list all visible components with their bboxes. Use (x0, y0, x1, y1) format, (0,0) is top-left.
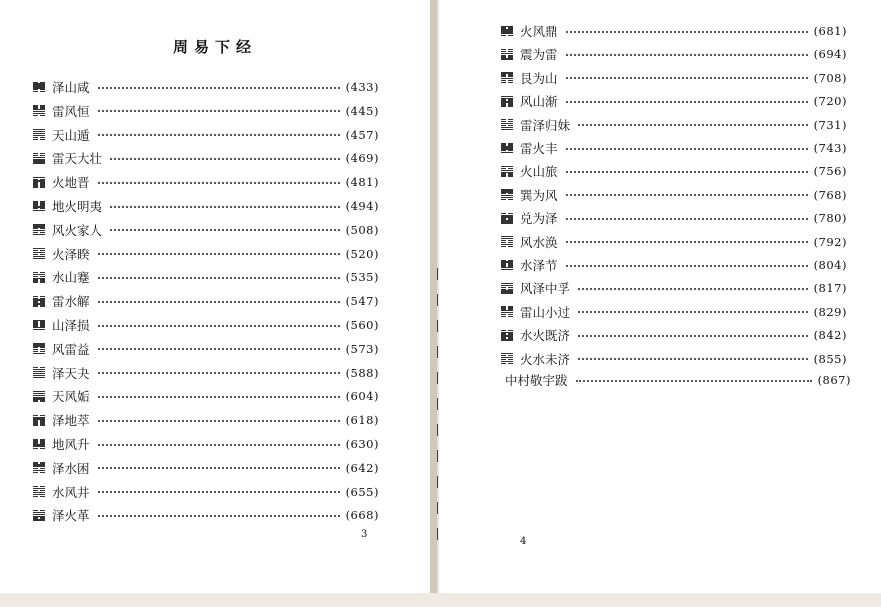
leader-dots (566, 76, 808, 79)
gutter-tick (437, 528, 438, 540)
toc-entry-page: (756) (813, 164, 847, 179)
toc-entry[interactable] (33, 196, 379, 216)
toc-entry-name: 风山渐 (520, 94, 558, 110)
hexagram-icon (501, 306, 513, 317)
toc-entry-page: (681) (813, 24, 847, 38)
toc-entry-name: 雷泽归妹 (520, 117, 571, 133)
leader-dots (98, 466, 340, 469)
toc-entry[interactable] (33, 172, 379, 192)
toc-entry-page: (743) (813, 141, 847, 155)
toc-entry-afterword[interactable] (505, 370, 851, 390)
toc-entry-page: (604) (345, 389, 379, 404)
scan-bottom-edge (0, 593, 881, 607)
toc-list-left (33, 77, 381, 523)
toc-entry[interactable] (501, 68, 847, 88)
toc-entry[interactable] (501, 185, 847, 205)
toc-entry-page: (780) (813, 211, 847, 226)
hexagram-icon (501, 330, 513, 341)
leader-dots (98, 419, 340, 422)
leader-dots (98, 276, 340, 279)
hexagram-icon (33, 439, 45, 450)
toc-entry[interactable] (33, 148, 379, 168)
hexagram-icon (501, 72, 513, 83)
hexagram-icon (33, 486, 45, 497)
toc-entry-page: (768) (813, 187, 847, 202)
toc-entry-page: (469) (345, 151, 379, 166)
toc-entry[interactable] (33, 244, 379, 264)
hexagram-icon (501, 189, 513, 200)
hexagram-icon (33, 296, 45, 307)
toc-entry-name: 火山旅 (520, 164, 558, 180)
toc-entry-page: (508) (345, 222, 379, 237)
toc-entry-page: (560) (345, 318, 379, 332)
toc-entry-name: 水山蹇 (52, 270, 90, 286)
page-title: 周易下经 (172, 38, 257, 56)
toc-entry[interactable] (33, 505, 379, 525)
hexagram-icon (33, 224, 45, 235)
hexagram-icon (33, 105, 45, 116)
toc-entry-name: 水风井 (52, 484, 90, 500)
toc-entry[interactable] (501, 255, 847, 275)
toc-entry-page: (481) (345, 175, 379, 190)
hexagram-icon (33, 82, 45, 93)
left-page (0, 0, 430, 593)
leader-dots (566, 147, 808, 150)
toc-entry-page: (829) (813, 304, 847, 319)
toc-entry[interactable] (501, 115, 847, 135)
folio-right: 4 (520, 536, 527, 547)
toc-entry-name: 中村敬宇跋 (505, 373, 568, 388)
toc-entry-page: (535) (345, 270, 379, 285)
toc-entry-name: 泽水困 (52, 460, 90, 476)
leader-dots (578, 334, 808, 337)
hexagram-icon (33, 367, 45, 378)
toc-entry[interactable] (33, 363, 379, 383)
toc-entry[interactable] (33, 315, 379, 335)
toc-entry-page: (720) (813, 94, 847, 109)
leader-dots (566, 170, 808, 173)
toc-entry[interactable] (33, 220, 379, 240)
leader-dots (98, 324, 340, 327)
gutter-tick (437, 398, 438, 410)
hexagram-icon (33, 462, 45, 473)
toc-entry-name: 泽山咸 (52, 80, 90, 95)
toc-entry-page: (433) (345, 80, 379, 94)
toc-entry-name: 水泽节 (520, 258, 558, 273)
toc-entry[interactable] (501, 349, 847, 369)
toc-entry[interactable] (501, 21, 847, 41)
hexagram-icon (33, 415, 45, 426)
toc-entry-name: 泽地萃 (52, 413, 90, 429)
leader-dots (98, 300, 340, 303)
leader-dots (566, 217, 808, 220)
hexagram-icon (501, 260, 513, 271)
toc-entry-name: 泽天夬 (52, 365, 90, 381)
toc-entry[interactable] (33, 386, 379, 406)
toc-entry[interactable] (33, 291, 379, 311)
hexagram-icon (33, 248, 45, 259)
toc-entry[interactable] (501, 138, 847, 158)
toc-entry-name: 风火家人 (52, 222, 103, 238)
hexagram-icon (33, 201, 45, 212)
toc-list-right (501, 21, 849, 381)
leader-dots (566, 193, 808, 196)
leader-dots (98, 181, 340, 184)
gutter-tick (437, 502, 438, 514)
toc-entry-name: 风水涣 (520, 234, 558, 250)
folio-left: 3 (361, 529, 368, 540)
hexagram-icon (501, 143, 513, 154)
hexagram-icon (33, 343, 45, 354)
leader-dots (98, 347, 340, 350)
toc-entry-name: 雷天大壮 (52, 151, 103, 167)
hexagram-icon (501, 96, 513, 107)
hexagram-icon (33, 510, 45, 521)
leader-dots (98, 490, 340, 493)
gutter-tick (437, 424, 438, 436)
toc-entry-name: 震为雷 (520, 47, 558, 63)
toc-entry-page: (842) (813, 328, 847, 343)
toc-entry[interactable] (33, 267, 379, 287)
toc-entry[interactable] (501, 325, 847, 345)
toc-entry-name: 火地晋 (52, 175, 90, 191)
leader-dots (578, 357, 808, 360)
toc-entry[interactable] (33, 77, 379, 97)
gutter-tick (437, 476, 438, 488)
toc-entry-page: (867) (817, 373, 851, 387)
leader-dots (110, 228, 340, 231)
toc-entry-page: (445) (345, 103, 379, 118)
toc-entry[interactable] (501, 91, 847, 111)
toc-entry-name: 天风姤 (52, 389, 90, 405)
toc-entry-page: (855) (813, 351, 847, 366)
toc-entry-name: 泽火革 (52, 508, 90, 524)
hexagram-icon (33, 272, 45, 283)
leader-dots (98, 371, 340, 374)
toc-entry-name: 水火既济 (520, 328, 571, 344)
gutter-tick (437, 268, 438, 280)
gutter-tick (437, 372, 438, 384)
toc-entry[interactable] (501, 44, 847, 64)
toc-entry-page: (817) (813, 281, 847, 296)
hexagram-icon (501, 353, 513, 364)
leader-dots (566, 53, 808, 56)
toc-entry-name: 火泽睽 (52, 246, 90, 262)
leader-dots (98, 514, 340, 517)
gutter-tick (437, 320, 438, 332)
toc-entry-page: (642) (345, 460, 379, 475)
gutter-tick (437, 294, 438, 306)
toc-entry[interactable] (501, 208, 847, 228)
leader-dots (98, 252, 340, 255)
toc-entry-name: 地风升 (52, 437, 90, 452)
hexagram-icon (501, 283, 513, 294)
toc-entry[interactable] (33, 125, 379, 145)
toc-entry[interactable] (33, 458, 379, 478)
toc-entry-page: (618) (345, 413, 379, 428)
toc-entry-page: (630) (345, 437, 379, 451)
hexagram-icon (501, 213, 513, 224)
leader-dots (98, 86, 340, 89)
toc-entry-page: (494) (345, 199, 379, 213)
toc-entry-name: 艮为山 (520, 70, 558, 86)
toc-entry-name: 雷山小过 (520, 304, 571, 320)
toc-entry-name: 雷风恒 (52, 103, 90, 119)
toc-entry[interactable] (33, 482, 379, 502)
toc-entry-page: (792) (813, 234, 847, 249)
leader-dots (566, 100, 808, 103)
toc-entry-page: (520) (345, 246, 379, 261)
toc-entry-name: 火水未济 (520, 351, 571, 367)
leader-dots (578, 310, 808, 313)
leader-dots (98, 443, 340, 446)
hexagram-icon (501, 119, 513, 130)
toc-entry-page: (588) (345, 365, 379, 380)
toc-entry[interactable] (33, 434, 379, 454)
hexagram-icon (501, 166, 513, 177)
toc-entry-page: (547) (345, 294, 379, 309)
toc-entry-name: 兑为泽 (520, 211, 558, 227)
leader-dots (98, 133, 340, 136)
toc-entry-page: (573) (345, 341, 379, 356)
hexagram-icon (33, 129, 45, 140)
hexagram-icon (33, 391, 45, 402)
leader-dots (98, 395, 340, 398)
right-page (439, 0, 881, 593)
leader-dots (578, 287, 808, 290)
hexagram-icon (33, 153, 45, 164)
leader-dots (576, 379, 812, 382)
hexagram-icon (501, 236, 513, 247)
toc-entry-name: 风泽中孚 (520, 281, 571, 297)
leader-dots (98, 109, 340, 112)
toc-entry-page: (731) (813, 117, 847, 132)
toc-entry-page: (668) (345, 508, 379, 523)
toc-entry[interactable] (501, 302, 847, 322)
toc-entry-page: (655) (345, 484, 379, 499)
toc-entry[interactable] (33, 101, 379, 121)
toc-entry[interactable] (501, 161, 847, 181)
leader-dots (566, 30, 808, 33)
toc-entry-page: (457) (345, 127, 379, 142)
hexagram-icon (501, 26, 513, 37)
leader-dots (566, 264, 808, 267)
toc-entry-page: (708) (813, 70, 847, 85)
hexagram-icon (501, 49, 513, 60)
toc-entry-name: 巽为风 (520, 187, 558, 203)
toc-entry-name: 地火明夷 (52, 199, 103, 214)
toc-entry-name: 雷火丰 (520, 141, 558, 156)
toc-entry[interactable] (33, 410, 379, 430)
toc-entry[interactable] (501, 278, 847, 298)
hexagram-icon (33, 320, 45, 331)
leader-dots (110, 157, 340, 160)
toc-entry-name: 风雷益 (52, 341, 90, 357)
toc-entry-page: (694) (813, 47, 847, 62)
gutter-tick (437, 450, 438, 462)
toc-entry-name: 天山遁 (52, 127, 90, 143)
gutter-tick (437, 346, 438, 358)
toc-entry-name: 火风鼎 (520, 24, 558, 39)
toc-entry[interactable] (33, 339, 379, 359)
leader-dots (110, 205, 340, 208)
book-gutter (430, 0, 437, 607)
toc-entry-name: 雷水解 (52, 294, 90, 310)
toc-entry-page: (804) (813, 258, 847, 272)
leader-dots (578, 123, 808, 126)
toc-entry-name: 山泽损 (52, 318, 90, 333)
toc-entry[interactable] (501, 232, 847, 252)
leader-dots (566, 240, 808, 243)
hexagram-icon (33, 177, 45, 188)
